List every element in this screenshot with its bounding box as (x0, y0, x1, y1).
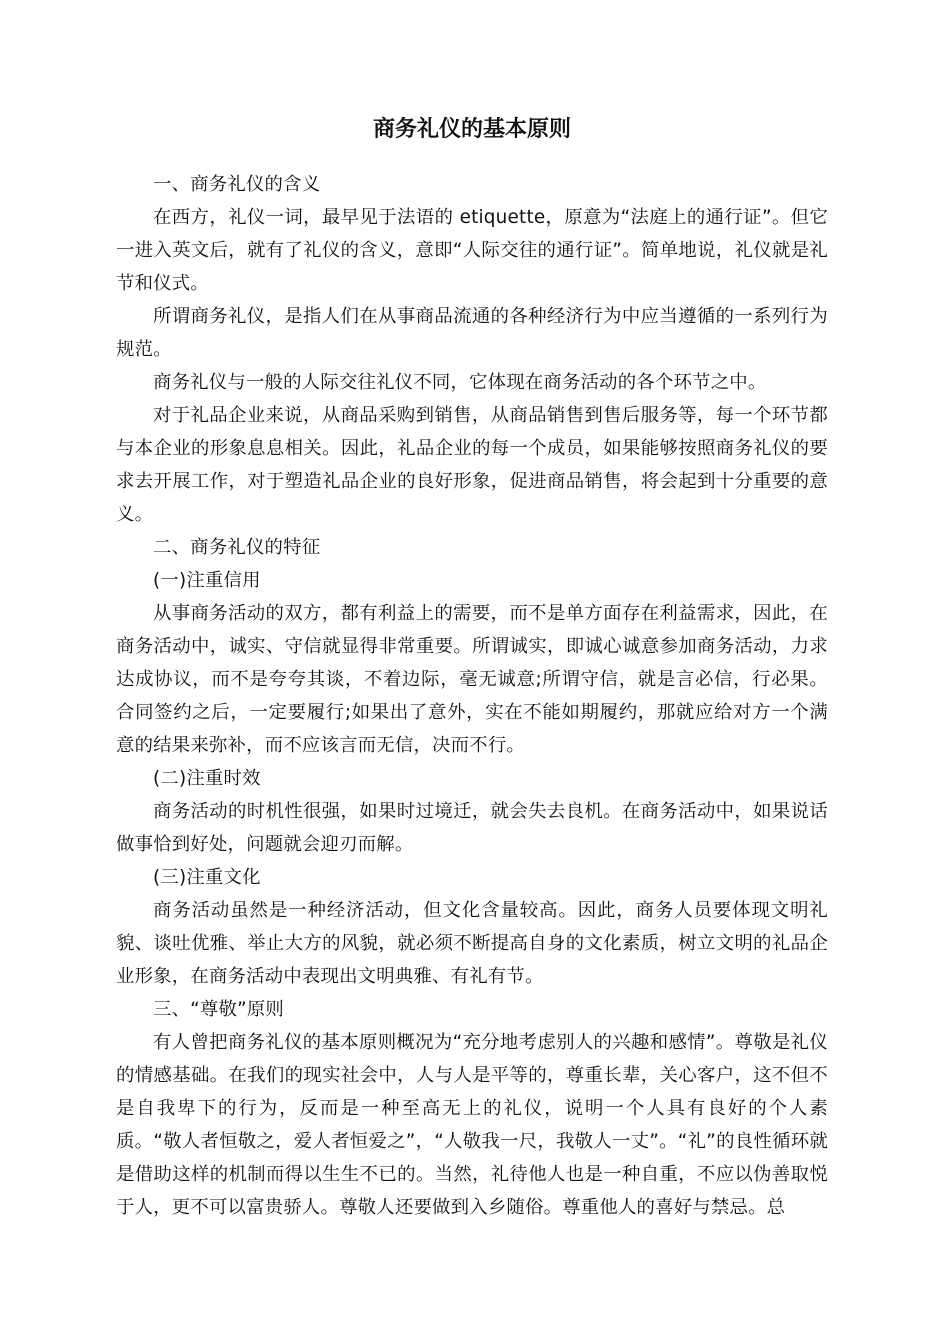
paragraph: 商务礼仪与一般的人际交往礼仪不同，它体现在商务活动的各个环节之中。 (153, 372, 767, 393)
section-heading-1: 一、商务礼仪的含义 (153, 174, 321, 195)
paragraph: 在西方，礼仪一词，最早见于法语的 etiquette，原意为“法庭上的通行证”。但它一进入英文后，就有了礼仪的含义，意即“人际交往的通行证”。简单地说，礼仪就是礼节和仪式。 (116, 207, 828, 294)
document-title: 商务礼仪的基本原则 (372, 117, 571, 142)
subheading-culture: (三)注重文化 (153, 867, 261, 888)
paragraph: 有人曾把商务礼仪的基本原则概况为“充分地考虑别人的兴趣和感情”。尊敬是礼仪的情感基础。在我们的现实社会中，人与人是平等的，尊重长辈，关心客户，这不但不是自我卑下的行为，反而是一种至高无上的礼仪，说明一个人具有良好的个人素质。“敬人者恒敬之，爱人者恒爱之”，“人敬我一尺，我敬人一丈”。“礼”的良性循环就是借助这样的机制而得以生生不已的。当然，礼待他人也是一种自重，不应以伪善取悦于人，更不可以富贵骄人。尊敬人还要做到入乡随俗。尊重他人的喜好与禁忌。总 (116, 1032, 828, 1218)
paragraph: 商务活动的时机性很强，如果时过境迁，就会失去良机。在商务活动中，如果说话做事恰到好处，问题就会迎刃而解。 (116, 801, 828, 855)
paragraph: 商务活动虽然是一种经济活动，但文化含量较高。因此，商务人员要体现文明礼貌、谈吐优雅、举止大方的风貌，就必须不断提高自身的文化素质，树立文明的礼品企业形象，在商务活动中表现出文明典雅、有礼有节。 (116, 900, 828, 987)
subheading-timeliness: (二)注重时效 (153, 768, 261, 789)
document-page (116, 112, 828, 1224)
subheading-credit: (一)注重信用 (153, 570, 261, 591)
section-heading-3: 三、“尊敬”原则 (153, 999, 284, 1020)
paragraph: 从事商务活动的双方，都有利益上的需要，而不是单方面存在利益需求，因此，在商务活动中，诚实、守信就显得非常重要。所谓诚实，即诚心诚意参加商务活动，力求达成协议，而不是夸夸其谈，不着边际，毫无诚意;所谓守信，就是言必信，行必果。合同签约之后，一定要履行;如果出了意外，实在不能如期履约，那就应给对方一个满意的结果来弥补，而不应该言而无信，决而不行。 (116, 603, 828, 756)
paragraph: 对于礼品企业来说，从商品采购到销售，从商品销售到售后服务等，每一个环节都与本企业的形象息息相关。因此，礼品企业的每一个成员，如果能够按照商务礼仪的要求去开展工作，对于塑造礼品企业的良好形象，促进商品销售，将会起到十分重要的意义。 (116, 405, 828, 525)
section-heading-2: 二、商务礼仪的特征 (153, 537, 321, 558)
paragraph: 所谓商务礼仪，是指人们在从事商品流通的各种经济行为中应当遵循的一系列行为规范。 (116, 306, 828, 360)
